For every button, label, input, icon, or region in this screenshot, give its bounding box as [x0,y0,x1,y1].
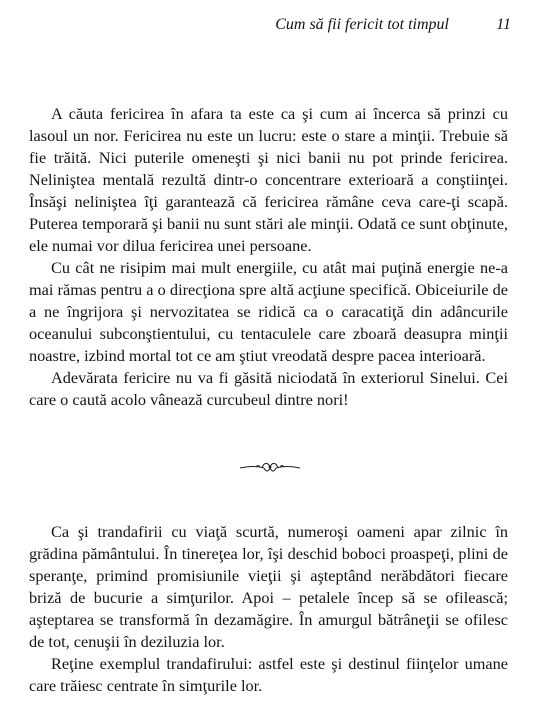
floral-divider-icon [238,459,302,475]
paragraph: Cu cât ne risipim mai mult energiile, cu atât mai puţină energie ne-a mai rămas pentru a o direcţiona spre altă acţiune specifică. Obiceiurile de a ne îngrijora şi nervozitatea se ridică ca o caracatiţă din adâncurile oceanului subconştientului, cu tentaculele care zboară deasupra minţii noastre, izbind mortal tot ce am ştiut vreodată despre pacea interioară. [29,258,508,365]
section-divider [0,458,539,476]
running-title: Cum să fii fericit tot timpul [275,16,449,33]
paragraph: Reţine exemplul trandafirului: astfel este şi destinul fiinţelor umane care trăiesc centrate în simţurile lor. [29,654,508,695]
paragraph: Ca şi trandafirii cu viaţă scurtă, numeroşi oameni apar zilnic în grădina pământului. În tinereţea lor, îşi deschid boboci proaspeţi, plini de speranţe, primind promisiunile vieţii şi aşteptând nerăbdători fiecare briză de bucurie a simţurilor. Apoi – petalele încep să se ofilească; aşteptarea se transformă în dezamăgire. În amurgul bătrâneţii se ofilesc de tot, cenuşii în deziluzia lor. [29,522,508,651]
paragraph: A căuta fericirea în afara ta este ca şi cum ai încerca să prinzi cu lasoul un nor. Fericirea nu este un lucru: este o stare a minţii. Trebuie să fie trăită. Nici puterile omeneşti şi nici banii nu pot prinde fericirea. Neliniştea mentală rezultă dintr-o concentrare exterioară a conştiinţei. Însăşi neliniştea îţi garantează că fericirea rămâne ceva care-ţi scapă. Puterea temporară şi banii nu sunt stări ale minţii. Odată ce sunt obţinute, ele numai vor dilua fericirea unei persoane. [29,104,508,255]
page-number: 11 [496,16,511,33]
paragraph: Adevărata fericire nu va fi găsită niciodată în exteriorul Sinelui. Cei care o caută acolo vânează curcubeul dintre nori! [29,368,508,409]
text-section-1 [29,103,508,411]
text-section-2 [29,521,508,697]
running-header [0,16,539,38]
